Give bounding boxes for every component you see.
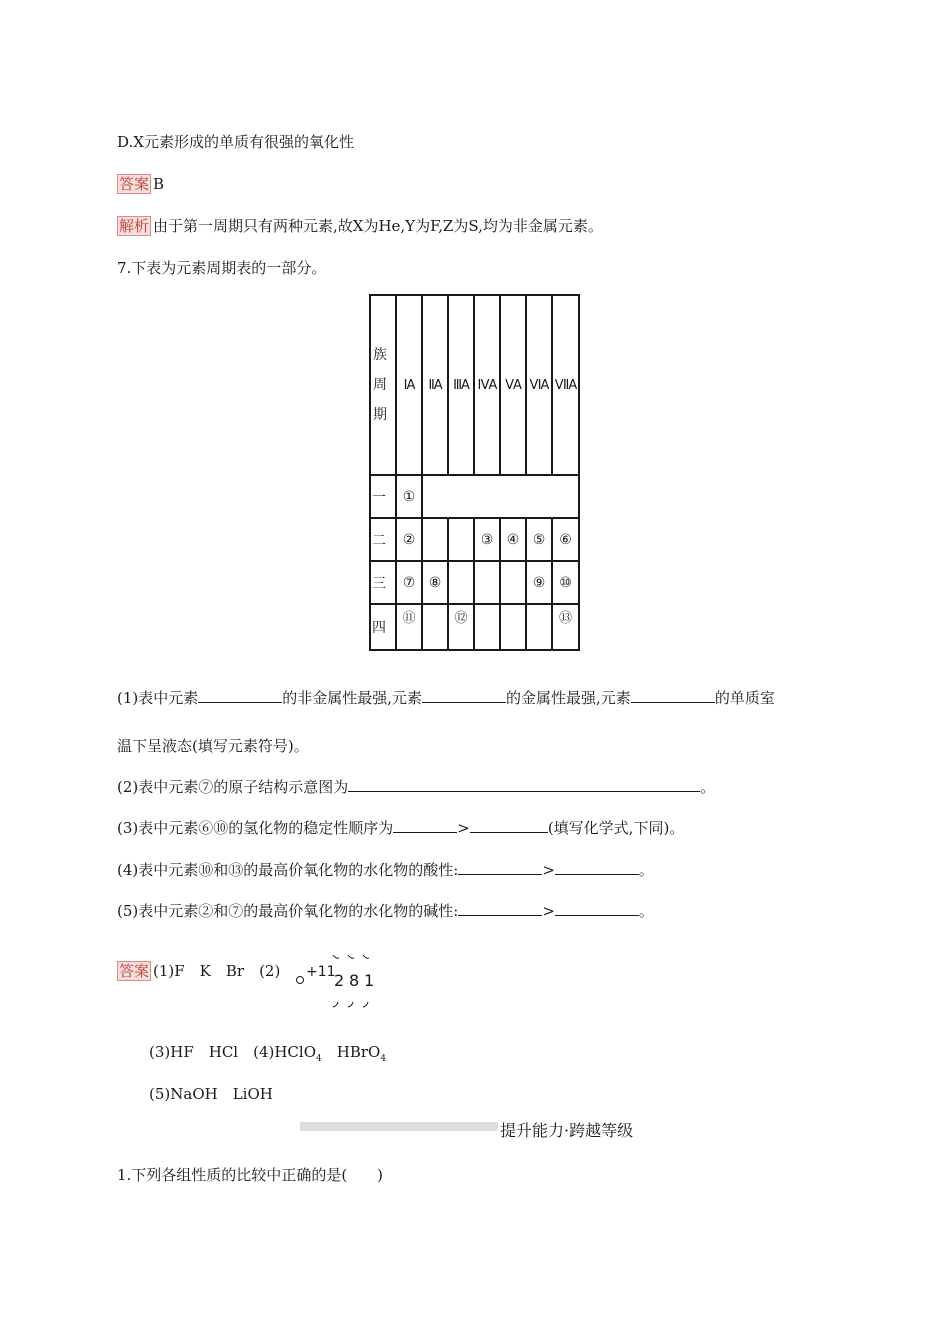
answer-blank[interactable] <box>348 777 700 792</box>
sub-question-5 <box>117 901 654 921</box>
element-cell: ⑪ <box>396 604 422 650</box>
element-cell: ⑤ <box>526 518 552 561</box>
element-cell: ⑥ <box>552 518 579 561</box>
nucleus-charge: +11 <box>306 964 336 980</box>
gt-sign: > <box>542 902 555 920</box>
shell-arcs-bottom <box>333 1002 368 1007</box>
group-header: ⅤA <box>500 295 526 475</box>
answer-tag: 答案 <box>119 962 150 980</box>
analysis-text: 由于第一周期只有两种元素,故X为He,Y为F,Z为S,均为非金属元素。 <box>153 217 603 235</box>
q5-text-b: 。 <box>638 902 654 920</box>
gt-sign: > <box>457 819 470 837</box>
sub-question-2 <box>117 777 715 797</box>
answer-part-1: (1)F K Br (2) <box>153 962 281 980</box>
element-cell <box>500 561 526 604</box>
element-cell <box>474 561 500 604</box>
sub-question-4 <box>117 860 654 880</box>
answer-blank[interactable] <box>198 688 282 703</box>
q2-text-a: (2)表中元素⑦的原子结构示意图为 <box>117 778 349 796</box>
empty-span <box>422 475 579 518</box>
atom-svg <box>290 944 380 1014</box>
answer-blank[interactable] <box>555 901 639 916</box>
answer-part-5: (5)NaOH LiOH <box>149 1085 273 1103</box>
element-cell <box>448 561 474 604</box>
group-header: ⅡA <box>422 295 448 475</box>
ans3-a: (3)HF HCl (4)HClO <box>149 1043 316 1061</box>
element-cell: ① <box>396 475 422 518</box>
q2-text-b: 。 <box>700 778 716 796</box>
atomic-structure-diagram <box>290 944 380 1014</box>
question-7-title: 7.下表为元素周期表的一部分。 <box>117 259 327 277</box>
section-bar <box>300 1122 498 1131</box>
period-label: 一 <box>370 475 396 518</box>
shell-electrons-2: 8 <box>349 971 360 990</box>
q1-text-d: 的单质室 <box>714 689 775 707</box>
element-cell: ⑦ <box>396 561 422 604</box>
q3-text-b: (填写化学式,下同)。 <box>547 819 685 837</box>
periodic-table <box>369 294 580 651</box>
corner-zhou: 周 <box>373 377 386 393</box>
answer-value: B <box>153 175 165 193</box>
answer-blank[interactable] <box>555 860 639 875</box>
group-header: ⅦA <box>552 295 579 475</box>
q4-text-a: (4)表中元素⑩和⑬的最高价氧化物的水化物的酸性: <box>117 861 459 879</box>
shell-electrons-3: 1 <box>364 971 375 990</box>
period-label: 二 <box>370 518 396 561</box>
answer-blank[interactable] <box>631 688 715 703</box>
element-cell <box>422 518 448 561</box>
sub-question-1-cont: 温下呈液态(填写元素符号)。 <box>117 737 309 755</box>
element-cell <box>474 604 500 650</box>
sub-question-3 <box>117 818 684 838</box>
ans3-sub2: 4 <box>380 1054 387 1064</box>
analysis-tag: 解析 <box>119 217 150 235</box>
sub-question-1 <box>117 688 775 708</box>
element-cell: ② <box>396 518 422 561</box>
element-cell <box>500 604 526 650</box>
element-cell: ⑧ <box>422 561 448 604</box>
element-cell: ⑫ <box>448 604 474 650</box>
group-header: ⅣA <box>474 295 500 475</box>
corner-zu: 族 <box>373 347 386 363</box>
answer-blank[interactable] <box>458 860 542 875</box>
analysis-line <box>117 216 603 236</box>
element-cell: ⑨ <box>526 561 552 604</box>
ans3-sub: 4 <box>316 1054 322 1064</box>
element-cell <box>448 518 474 561</box>
answer-blank[interactable] <box>458 901 542 916</box>
answer-blank[interactable] <box>470 818 548 833</box>
section-title: 提升能力·跨越等级 <box>500 1121 634 1140</box>
answer-line <box>117 174 164 194</box>
element-cell: ⑬ <box>552 604 579 650</box>
nucleus-circle <box>297 977 304 984</box>
element-cell: ③ <box>474 518 500 561</box>
q3-text-a: (3)表中元素⑥⑩的氢化物的稳定性顺序为 <box>117 819 394 837</box>
gt-sign: > <box>542 861 555 879</box>
group-header: ⅠA <box>396 295 422 475</box>
element-cell: ⑩ <box>552 561 579 604</box>
q7-answer-line <box>117 961 280 981</box>
q1-text-c: 的金属性最强,元素 <box>506 689 631 707</box>
answer-blank[interactable] <box>422 688 506 703</box>
shell-electrons-1: 2 <box>334 971 345 990</box>
group-header: ⅢA <box>448 295 474 475</box>
answer-blank[interactable] <box>393 818 457 833</box>
group-header: ⅥA <box>526 295 552 475</box>
period-label: 四 <box>370 604 396 650</box>
q1-text-a: (1)表中元素 <box>117 689 199 707</box>
q5-text-a: (5)表中元素②和⑦的最高价氧化物的水化物的碱性: <box>117 902 459 920</box>
answer-tag: 答案 <box>119 175 150 193</box>
next-question-1: 1.下列各组性质的比较中正确的是( ) <box>117 1166 384 1184</box>
table-corner <box>370 295 396 475</box>
option-d: D.X元素形成的单质有很强的氧化性 <box>117 133 354 151</box>
period-label: 三 <box>370 561 396 604</box>
q1-text-b: 的非金属性最强,元素 <box>282 689 423 707</box>
answer-part-3 <box>149 1042 386 1069</box>
element-cell <box>526 604 552 650</box>
element-cell: ④ <box>500 518 526 561</box>
q4-text-b: 。 <box>638 861 654 879</box>
corner-qi: 期 <box>373 407 386 423</box>
ans3-b: HBrO <box>321 1043 381 1061</box>
shell-arcs-top <box>333 955 369 958</box>
element-cell <box>422 604 448 650</box>
